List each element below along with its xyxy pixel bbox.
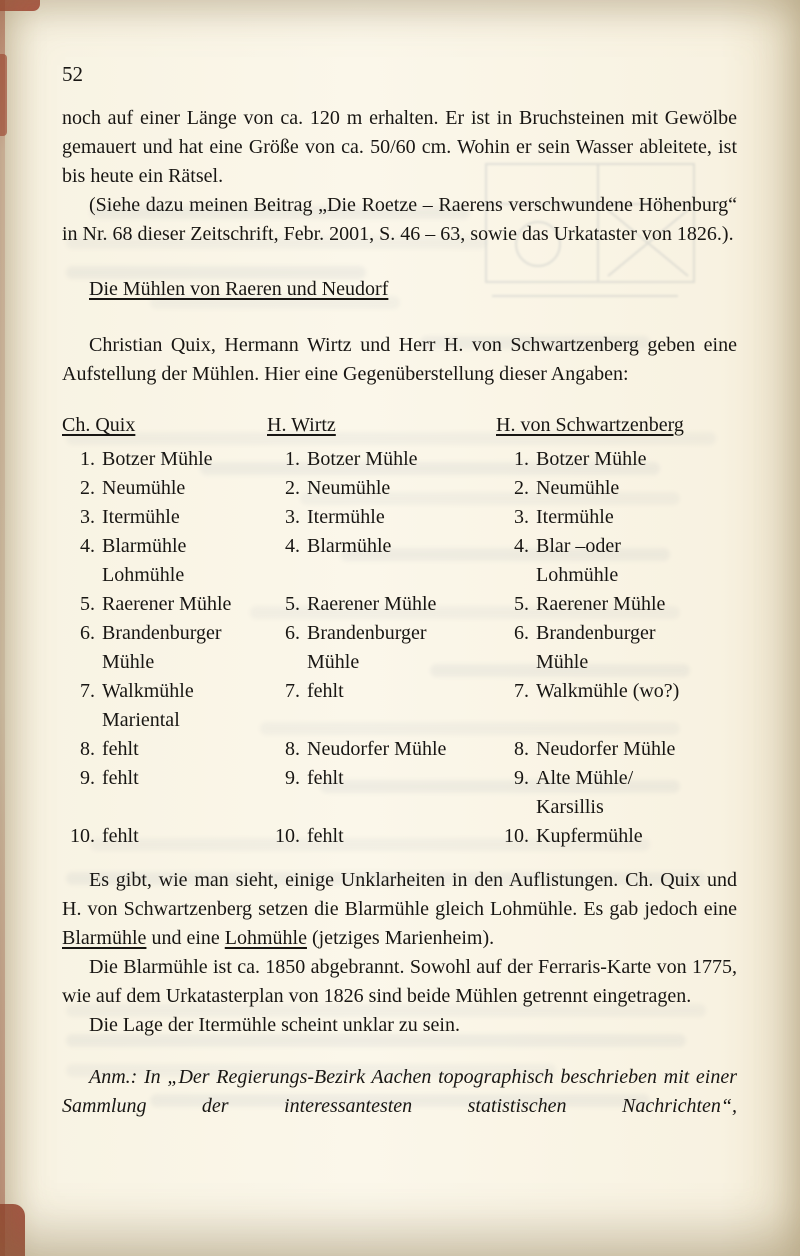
mill-item	[267, 619, 496, 677]
mill-item-name: Neumühle	[102, 477, 186, 499]
mill-item-name: fehlt	[307, 680, 344, 702]
mill-item-number: 2.	[80, 477, 95, 499]
mill-item-name: Alte Mühle/ Karsillis	[536, 767, 634, 818]
mill-item-number: 6.	[514, 622, 529, 644]
mill-item-number: 9.	[285, 767, 300, 789]
mill-item	[496, 474, 737, 503]
mill-item	[267, 532, 496, 590]
mill-item-number: 2.	[514, 477, 529, 499]
mill-item-name: Itermühle	[102, 506, 180, 528]
mill-item-number: 1.	[285, 448, 300, 470]
mill-item-name: Itermühle	[536, 506, 614, 528]
mill-item-number: 8.	[80, 738, 95, 760]
mill-item-number: 10.	[504, 825, 529, 847]
mill-item-number: 4.	[285, 535, 300, 557]
mill-item	[267, 677, 496, 735]
paragraph-itermuehle: Die Lage der Itermühle scheint unklar zu sein.	[89, 1014, 460, 1036]
mill-item-number: 5.	[285, 593, 300, 615]
mill-item	[496, 590, 737, 619]
mill-item-number: 1.	[514, 448, 529, 470]
mill-item-name: Raerener Mühle	[102, 593, 232, 615]
page-number: 52	[62, 62, 83, 86]
mill-item-name: Botzer Mühle	[536, 448, 647, 470]
mill-item-name: fehlt	[102, 825, 139, 847]
mill-item-number: 10.	[275, 825, 300, 847]
mill-item-name: Itermühle	[307, 506, 385, 528]
mill-item-name: fehlt	[307, 825, 344, 847]
mill-item-name: Blarmühle Lohmühle	[102, 535, 187, 586]
paragraph-annotation-italic: Anm.: In „Der Regierungs-Bezirk Aachen topographisch beschrieben mit einer Sammlung der interessantesten statistischen Nachrichten“,	[62, 1066, 737, 1117]
scan-artifact-bottom-left	[0, 1204, 25, 1256]
mill-item-number: 4.	[514, 535, 529, 557]
mill-column-header-text: H. Wirtz	[267, 414, 336, 436]
mill-item	[496, 822, 737, 851]
mill-item-name: Neudorfer Mühle	[307, 738, 447, 760]
mill-column-header	[62, 411, 267, 445]
mill-item-name: Blar –oder Lohmühle	[536, 535, 621, 586]
mill-item-number: 5.	[514, 593, 529, 615]
text-segment: Es gibt, wie man sieht, einige Unklarheiten in den Auflistungen. Ch. Quix und H. von Schwartzenberg setzen die Blarmühle gleich Lohmühle. Es gab jedoch eine	[62, 869, 737, 920]
mill-item-name: Neudorfer Mühle	[536, 738, 676, 760]
mill-item-name: Botzer Mühle	[102, 448, 213, 470]
mill-item	[62, 503, 267, 532]
mill-item	[496, 735, 737, 764]
mill-item-number: 9.	[514, 767, 529, 789]
mill-item	[496, 677, 737, 735]
mill-item-number: 1.	[80, 448, 95, 470]
mill-column-header-text: H. von Schwartzenberg	[496, 414, 684, 436]
scan-edge-left	[0, 0, 5, 1256]
mill-item-number: 3.	[514, 506, 529, 528]
section-heading-text: Die Mühlen von Raeren und Neudorf	[89, 278, 389, 300]
mill-item-number: 3.	[80, 506, 95, 528]
mill-item-name: Botzer Mühle	[307, 448, 418, 470]
mill-item	[62, 474, 267, 503]
mill-item-name: Raerener Mühle	[307, 593, 437, 615]
paragraph-discussion	[62, 866, 737, 953]
paragraph-reference: (Siehe dazu meinen Beitrag „Die Roetze – Raerens verschwundene Höhenburg“ in Nr. 68 dieser Zeitschrift, Febr. 2001, S. 46 – 63, sowie das Urkataster von 1826.).	[62, 194, 737, 245]
mill-item-number: 2.	[285, 477, 300, 499]
mill-item-name: Blarmühle	[307, 535, 392, 557]
mill-item	[267, 822, 496, 851]
mill-item-name: Neumühle	[307, 477, 391, 499]
mill-item	[62, 677, 267, 735]
underlined-lohmuehle: Lohmühle	[224, 927, 307, 949]
mill-item-number: 5.	[80, 593, 95, 615]
mill-item-name: Walkmühle Mariental	[102, 680, 194, 731]
mill-item	[267, 735, 496, 764]
mill-item	[496, 503, 737, 532]
mill-item-name: Walkmühle (wo?)	[536, 680, 680, 702]
mill-item	[62, 445, 267, 474]
mill-item	[62, 590, 267, 619]
mill-item-name: fehlt	[102, 738, 139, 760]
mill-item-number: 7.	[80, 680, 95, 702]
section-heading	[89, 275, 737, 304]
mill-item-number: 9.	[80, 767, 95, 789]
paragraph-continued: noch auf einer Länge von ca. 120 m erhalten. Er ist in Bruchsteinen mit Gewölbe gemauert und hat eine Größe von ca. 50/60 cm. Wohin er sein Wasser ableitete, ist bis heute ein Rätsel.	[62, 107, 737, 187]
mill-item-name: fehlt	[102, 767, 139, 789]
mill-item	[267, 474, 496, 503]
underlined-blarmuehle: Blarmühle	[62, 927, 147, 949]
text-segment: (jetziges Marienheim).	[306, 927, 495, 949]
mill-item	[267, 764, 496, 822]
mill-item-number: 7.	[285, 680, 300, 702]
mill-item	[496, 764, 737, 822]
mill-item-name: Raerener Mühle	[536, 593, 666, 615]
paragraph-blarmuehle-history: Die Blarmühle ist ca. 1850 abgebrannt. Sowohl auf der Ferraris-Karte von 1775, wie auf dem Urkatasterplan von 1826 sind beide Mühlen getrennt eingetragen.	[62, 956, 737, 1007]
mill-item-name: Brandenburger Mühle	[102, 622, 222, 673]
mill-item-name: Kupfermühle	[536, 825, 643, 847]
mill-item-name: Brandenburger Mühle	[536, 622, 656, 673]
mill-item-number: 6.	[285, 622, 300, 644]
mill-item	[62, 735, 267, 764]
mill-item-number: 4.	[80, 535, 95, 557]
mill-item	[62, 822, 267, 851]
mill-column-header	[496, 411, 737, 445]
scan-artifact-top-left	[0, 0, 40, 11]
mill-item	[496, 619, 737, 677]
mill-item	[496, 532, 737, 590]
mill-table	[62, 411, 737, 851]
scan-artifact-left	[0, 54, 7, 136]
mill-item-name: Neumühle	[536, 477, 620, 499]
mill-item-number: 8.	[285, 738, 300, 760]
mill-item	[62, 532, 267, 590]
mill-item-name: Brandenburger Mühle	[307, 622, 427, 673]
mill-item-number: 3.	[285, 506, 300, 528]
mill-item	[496, 445, 737, 474]
mill-item-number: 8.	[514, 738, 529, 760]
mill-item-number: 6.	[80, 622, 95, 644]
paragraph-listing-intro: Christian Quix, Hermann Wirtz und Herr H. von Schwartzenberg geben eine Aufstellung der Mühlen. Hier eine Gegenüberstellung dieser Angaben:	[62, 334, 737, 385]
mill-column-header	[267, 411, 496, 445]
mill-column-header-text: Ch. Quix	[62, 414, 136, 436]
mill-item	[62, 764, 267, 822]
mill-item	[267, 445, 496, 474]
mill-item	[267, 590, 496, 619]
mill-item-number: 7.	[514, 680, 529, 702]
mill-item	[62, 619, 267, 677]
text-segment: und eine	[146, 927, 225, 949]
mill-item-name: fehlt	[307, 767, 344, 789]
mill-item-number: 10.	[70, 825, 95, 847]
mill-item	[267, 503, 496, 532]
